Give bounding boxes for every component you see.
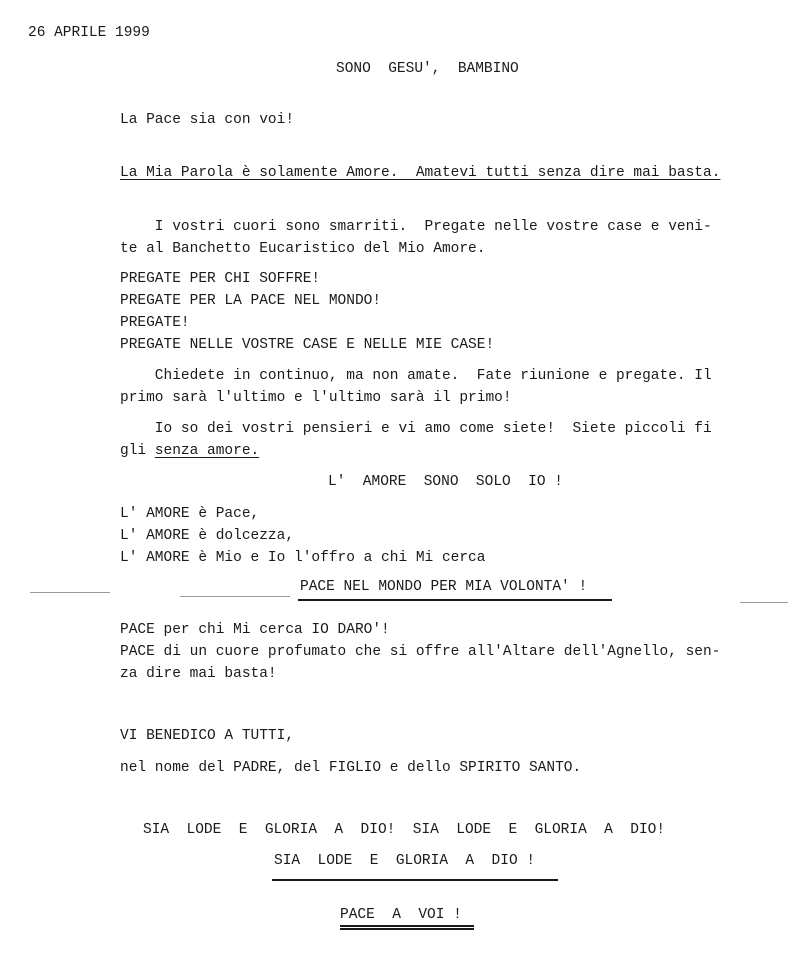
peace-heading: PACE NEL MONDO PER MIA VOLONTA' ! bbox=[300, 579, 588, 595]
prayer-line: PREGATE NELLE VOSTRE CASE E NELLE MIE CASE! bbox=[120, 337, 495, 353]
praise-line: SIA LODE E GLORIA A DIO ! bbox=[274, 853, 536, 869]
page-mark bbox=[740, 602, 788, 603]
document-title: SONO GESU', BAMBINO bbox=[336, 61, 519, 77]
page-mark bbox=[30, 592, 110, 593]
paragraph-fragment: gli bbox=[120, 443, 155, 459]
love-line: L' AMORE è Pace, bbox=[120, 506, 260, 522]
blessing: VI BENEDICO A TUTTI, bbox=[120, 728, 295, 744]
prayer-line: PREGATE PER CHI SOFFRE! bbox=[120, 271, 321, 287]
love-line: L' AMORE è Mio e Io l'offro a chi Mi cerca bbox=[120, 550, 486, 566]
underlined-fragment: senza amore. bbox=[154, 443, 260, 459]
closing: PACE A VOI ! bbox=[340, 907, 462, 923]
love-line: L' AMORE è dolcezza, bbox=[120, 528, 295, 544]
praise-line: SIA LODE E GLORIA A DIO! SIA LODE E GLORIA A DIO! bbox=[143, 822, 666, 838]
prayer-line: PREGATE PER LA PACE NEL MONDO! bbox=[120, 293, 382, 309]
paragraph-line: I vostri cuori sono smarriti. Pregate nelle vostre case e veni- bbox=[120, 219, 712, 235]
peace-line: PACE per chi Mi cerca IO DARO'! bbox=[120, 622, 390, 638]
greeting: La Pace sia con voi! bbox=[120, 112, 295, 128]
paragraph-line: primo sarà l'ultimo e l'ultimo sarà il primo! bbox=[120, 390, 512, 406]
double-underline bbox=[340, 925, 474, 930]
peace-line: PACE di un cuore profumato che si offre all'Altare dell'Agnello, sen- bbox=[120, 644, 721, 660]
love-heading: L' AMORE SONO SOLO IO ! bbox=[328, 474, 563, 490]
section-rule bbox=[272, 879, 558, 881]
document-date: 26 APRILE 1999 bbox=[28, 25, 150, 41]
trinity-line: nel nome del PADRE, del FIGLIO e dello SPIRITO SANTO. bbox=[120, 760, 582, 776]
peace-line: za dire mai basta! bbox=[120, 666, 277, 682]
paragraph-line: te al Banchetto Eucaristico del Mio Amore. bbox=[120, 241, 486, 257]
prayer-line: PREGATE! bbox=[120, 315, 190, 331]
paragraph-line: Chiedete in continuo, ma non amate. Fate riunione e pregate. Il bbox=[120, 368, 712, 384]
motto: La Mia Parola è solamente Amore. Amatevi tutti senza dire mai basta. bbox=[120, 165, 721, 181]
page-mark bbox=[180, 596, 290, 597]
paragraph-line: Io so dei vostri pensieri e vi amo come siete! Siete piccoli fi bbox=[120, 421, 712, 437]
heading-underline bbox=[298, 599, 612, 601]
paragraph-line bbox=[120, 442, 259, 460]
